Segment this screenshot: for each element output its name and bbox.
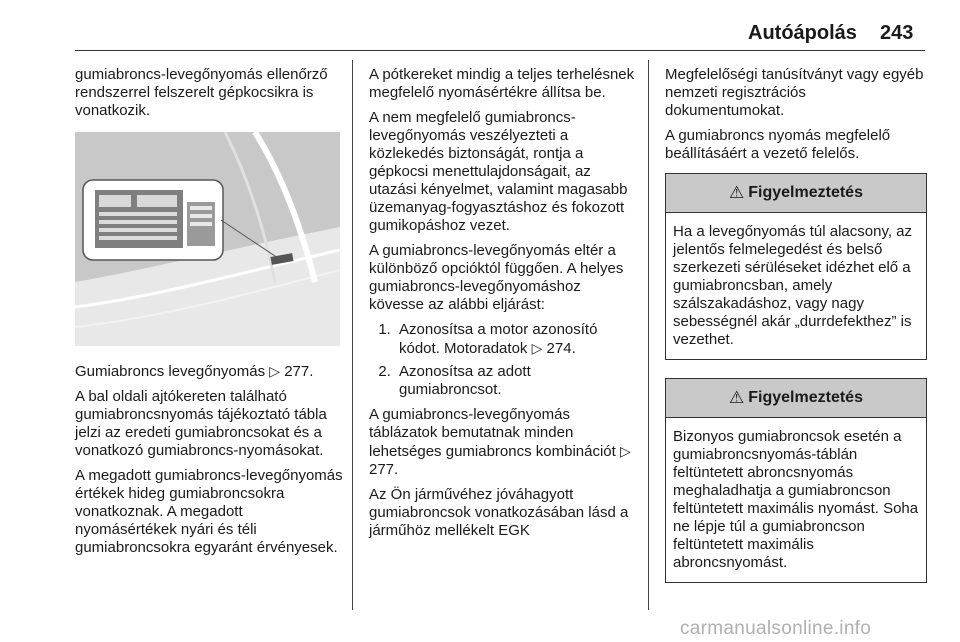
paragraph: A gumiabroncs-levegőnyomás eltér a különböző opcióktól függően. A helyes gumiabroncs-levegőnyomáshoz kövesse az alábbi eljárást: bbox=[369, 242, 624, 313]
header-rule bbox=[75, 50, 925, 51]
door-frame-illustration bbox=[75, 132, 340, 346]
paragraph: A pótkereket mindig a teljes terhelésnek megfelelő nyomásértékre állítsa be. bbox=[369, 66, 635, 101]
warning-triangle-icon: ⚠ bbox=[729, 388, 745, 407]
procedure-steps bbox=[369, 321, 637, 399]
warning-header bbox=[666, 174, 926, 213]
paragraph: A gumiabroncs nyomás megfelelő beállításáért a vezető felelős. bbox=[665, 127, 891, 162]
caption-text: Gumiabroncs levegőnyomás bbox=[75, 363, 266, 380]
paragraph: A megadott gumiabroncs-levegőnyomás értékek hideg gumiabroncsokra vonatkoznak. A megadott nyomásértékek nyári és téli gumiabroncsokra egyaránt érvényesek. bbox=[75, 467, 343, 556]
paragraph: gumiabroncs-levegőnyomás ellenőrző rendszerrel felszerelt gépkocsikra is vonatkozik. bbox=[75, 66, 328, 119]
step-text: Azonosítsa a motor azonosító kódot. Motoradatok bbox=[399, 321, 598, 357]
reference-arrow-icon: ▷ bbox=[269, 363, 281, 379]
paragraph-text: A gumiabroncs-levegőnyomás táblázatok bemutatnak minden lehetséges gumiabroncs kombinációt bbox=[369, 406, 616, 460]
page-number: 243 bbox=[880, 22, 914, 44]
paragraph bbox=[369, 406, 637, 479]
paragraph: A nem megfelelő gumiabroncs-levegőnyomás veszélyezteti a közlekedés biztonságát, rontja a gépkocsi menettulajdonságait, az utazási kényelmet, valamint magasabb üzemanyag-fogyasztáshoz és fokozott gumikopáshoz vezet. bbox=[369, 109, 628, 234]
door-frame-drawing bbox=[75, 132, 340, 346]
column-3 bbox=[665, 66, 927, 601]
warning-text: Bizonyos gumiabroncsok esetén a gumiabroncsnyomás-táblán feltüntetett abroncsnyomás meghaladhatja a gumiabroncson feltüntetett maximális nyomást. Soha ne lépje túl a gumiabroncson feltüntetett maximális abroncsnyomást. bbox=[673, 428, 919, 571]
column-divider bbox=[352, 60, 353, 610]
column-divider bbox=[648, 60, 649, 610]
caption-reference[interactable]: 277. bbox=[284, 363, 314, 380]
warning-title: Figyelmeztetés bbox=[748, 184, 863, 201]
warning-text: Ha a levegőnyomás túl alacsony, az jelentős felmelegedést és belső szerkezeti sérüléseket idézhet elő a gumiabroncsban, amely szálszakadáshoz, vagy nagy sebességnél akár „durrdefekthez” is vezethet. bbox=[673, 223, 913, 348]
step-text: Azonosítsa az adott gumiabroncsot. bbox=[399, 363, 531, 398]
paragraph: Az Ön járművéhez jóváhagyott gumiabroncsok vonatkozásában lásd a járműhöz mellékelt EGK bbox=[369, 486, 629, 539]
reference-arrow-icon: ▷ bbox=[531, 340, 543, 356]
paragraph: Megfelelőségi tanúsítványt vagy egyéb nemzeti regisztrációs dokumentumokat. bbox=[665, 66, 924, 119]
column-2 bbox=[369, 66, 637, 547]
column-1 bbox=[75, 66, 343, 564]
paragraph-reference[interactable]: 277. bbox=[369, 461, 399, 478]
watermark: carmanualsonline.info bbox=[680, 618, 872, 639]
list-item bbox=[395, 321, 637, 358]
warning-box bbox=[665, 378, 927, 583]
warning-box bbox=[665, 173, 927, 360]
warning-header bbox=[666, 379, 926, 418]
figure-caption bbox=[75, 362, 343, 381]
warning-title: Figyelmeztetés bbox=[748, 389, 863, 406]
section-title: Autóápolás bbox=[748, 22, 857, 44]
step-reference[interactable]: 274. bbox=[546, 340, 576, 357]
reference-arrow-icon: ▷ bbox=[619, 443, 631, 459]
paragraph: A bal oldali ajtókereten található gumiabroncsnyomás tájékoztató tábla jelzi az eredeti gumiabroncsokat és a vonatkozó gumiabroncs-nyomásokat. bbox=[75, 388, 327, 459]
warning-triangle-icon: ⚠ bbox=[729, 183, 745, 202]
list-item bbox=[395, 363, 637, 399]
